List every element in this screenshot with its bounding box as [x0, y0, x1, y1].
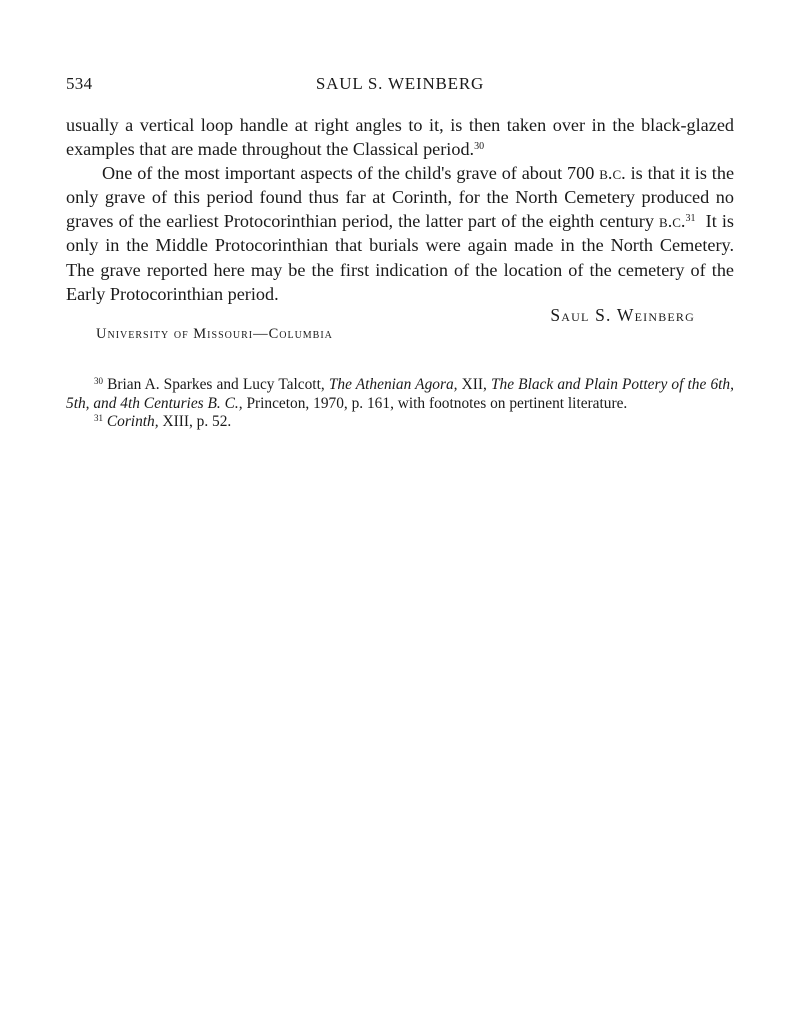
- paragraph-2-text-a: One of the most important aspects of the child's grave of about 700: [102, 163, 595, 184]
- paragraph-1: [66, 113, 734, 161]
- footnote-ref-31: 31: [685, 213, 696, 225]
- footnote-ref-30: 30: [474, 141, 485, 153]
- paragraph-2-text-c: It is only in the Middle Protocorinthian that burials were again made in the North Cemetery. The grave reported here may be the first indication of the location of the cemetery of the Early Protocorinthian period.: [66, 211, 735, 304]
- footnote-30: [66, 376, 734, 413]
- paragraph-2: [66, 161, 734, 306]
- page-header: [66, 74, 734, 96]
- footnote-title: The Black and Plain Pottery of the 6th, 5th, and 4th Centuries B. C.,: [66, 376, 734, 412]
- page-number: 534: [66, 74, 93, 93]
- paragraph-1-text: usually a vertical loop handle at right angles to it, is then taken over in the black-glazed examples that are made throughout the Classical period.: [66, 115, 734, 160]
- footnote-title: The Athenian Agora,: [328, 376, 458, 393]
- footnote-text: XIII, p. 52.: [162, 413, 232, 431]
- running-head: SAUL S. WEINBERG: [315, 74, 485, 93]
- footnote-text: XII,: [461, 376, 487, 393]
- footnote-text: Brian A. Sparkes and Lucy Talcott,: [107, 376, 325, 393]
- paragraph-2-text-b: is that it is the only grave of this period found thus far at Corinth, for the North Cemetery produced no graves of the earliest Protocorinthian period, the latter part of the eighth century: [66, 163, 735, 232]
- author-affiliation: University of Missouri—Columbia: [96, 326, 333, 342]
- footnotes: [66, 376, 734, 432]
- author-signature: Saul S. Weinberg: [550, 305, 695, 325]
- footnote-text: Princeton, 1970, p. 161, with footnotes on pertinent literature.: [246, 394, 628, 412]
- article-body: [66, 113, 734, 306]
- footnote-title: Corinth,: [106, 413, 159, 431]
- footnote-number: 30: [94, 376, 103, 386]
- era-abbreviation: b.c.: [659, 211, 686, 232]
- era-abbreviation: b.c.: [599, 163, 626, 184]
- footnote-31: [66, 413, 734, 432]
- footnote-number: 31: [94, 413, 103, 424]
